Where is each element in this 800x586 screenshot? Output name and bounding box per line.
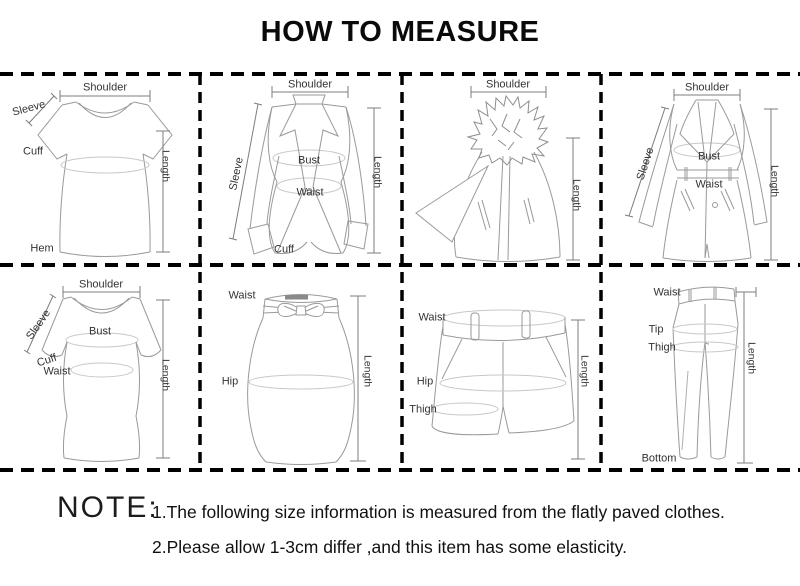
shorts-illustration — [402, 266, 600, 469]
label-length: Length — [159, 359, 172, 392]
measure-cell-fur-cape — [402, 74, 600, 264]
label-waist: Waist — [43, 365, 71, 378]
label-length: Length — [768, 165, 781, 198]
measure-cell-dress — [0, 266, 199, 469]
label-shoulder: Shoulder — [485, 78, 531, 91]
measure-cell-tshirt — [0, 74, 199, 264]
label-sleeve: Sleeve — [227, 156, 246, 192]
label-length: Length — [578, 355, 591, 388]
label-bust: Bust — [88, 325, 112, 338]
label-bottom: Bottom — [641, 452, 677, 465]
label-waist: Waist — [296, 186, 324, 199]
measure-cell-pants — [601, 266, 800, 469]
label-bust: Bust — [697, 150, 721, 163]
label-length: Length — [745, 342, 758, 375]
note-heading: NOTE: — [57, 491, 159, 524]
label-hip: Hip — [221, 375, 239, 388]
label-waist: Waist — [228, 289, 256, 302]
note-item-2: 2.Please allow 1-3cm differ ,and this item has some elasticity. — [152, 537, 627, 557]
label-length: Length — [570, 179, 583, 212]
label-thigh: Thigh — [648, 341, 676, 354]
label-bust: Bust — [297, 154, 321, 167]
label-length: Length — [371, 156, 384, 189]
label-length: Length — [159, 150, 172, 183]
label-waist: Waist — [653, 286, 681, 299]
label-shoulder: Shoulder — [78, 278, 124, 291]
label-sleeve: Sleeve — [24, 307, 54, 342]
label-waist: Waist — [418, 311, 446, 324]
label-tip: Tip — [648, 323, 664, 336]
label-length: Length — [361, 355, 374, 388]
label-hip: Hip — [416, 375, 434, 388]
label-sleeve: Sleeve — [634, 145, 657, 182]
label-shoulder: Shoulder — [684, 81, 730, 94]
measure-cell-skirt — [200, 266, 401, 469]
label-thigh: Thigh — [409, 403, 437, 416]
measure-cell-shorts — [402, 266, 600, 469]
fur-cape-illustration — [402, 74, 600, 264]
label-cuff: Cuff — [23, 145, 43, 158]
label-cuff: Cuff — [274, 243, 294, 256]
label-shoulder: Shoulder — [82, 81, 128, 94]
measure-cell-trench-coat — [601, 74, 800, 264]
label-cuff: Cuff — [35, 351, 59, 370]
label-sleeve: Sleeve — [11, 98, 47, 119]
blazer-illustration — [200, 74, 401, 264]
note-item-1: 1.The following size information is measured from the flatly paved clothes. — [152, 502, 725, 522]
pants-illustration — [601, 266, 800, 469]
measure-cell-blazer — [200, 74, 401, 264]
page-title: HOW TO MEASURE — [260, 16, 540, 48]
label-waist: Waist — [695, 178, 723, 191]
label-hem: Hem — [30, 242, 54, 255]
label-shoulder: Shoulder — [287, 78, 333, 91]
